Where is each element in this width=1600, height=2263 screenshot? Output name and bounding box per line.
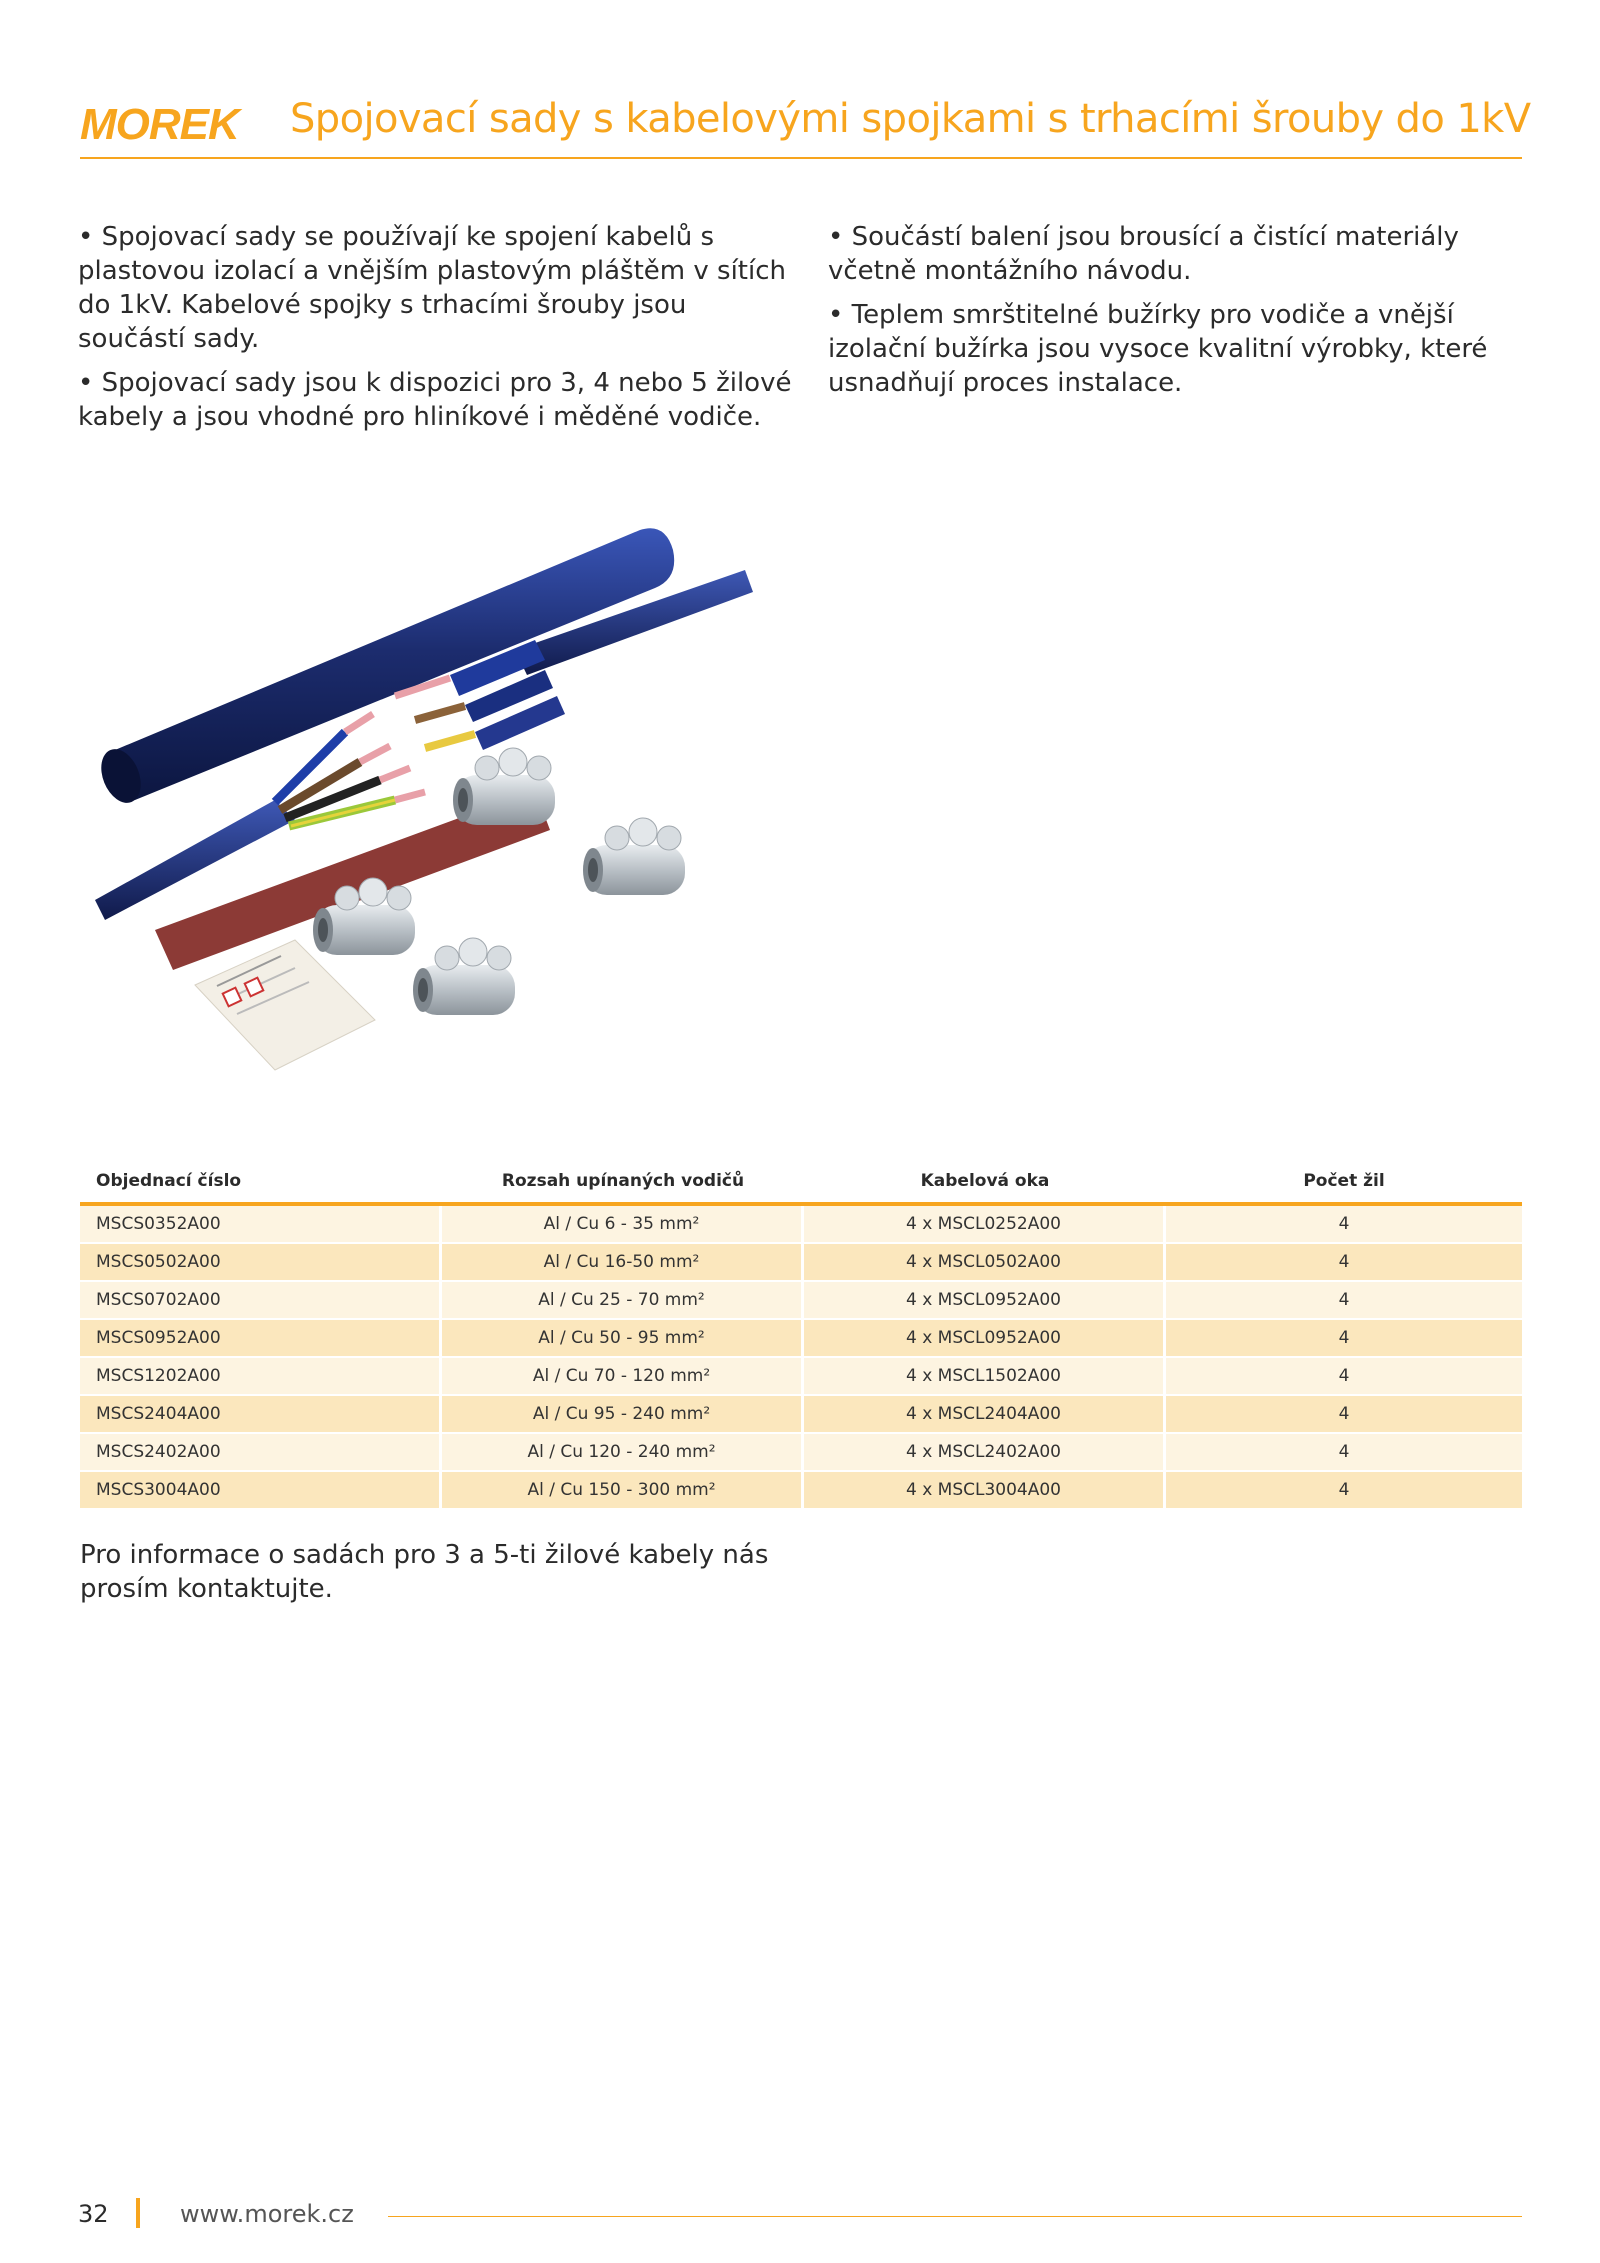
page-number: 32 bbox=[78, 2200, 109, 2228]
table-row bbox=[80, 1206, 1522, 1244]
footer-separator bbox=[136, 2198, 140, 2228]
order-number-cell: MSCS0352A00 bbox=[80, 1206, 442, 1242]
column-header-cable-lugs: Kabelová oka bbox=[920, 1171, 1050, 1191]
table-header-row bbox=[80, 1160, 1522, 1206]
table-row bbox=[80, 1434, 1522, 1472]
core-count-cell: 4 bbox=[1338, 1442, 1350, 1462]
intro-paragraph: • Spojovací sady se používají ke spojení kabelů s plastovou izolací a vnějším plastovým pláštěm v sítích do 1kV. Kabelové spojky s trhacími šrouby jsou součástí sady. bbox=[78, 222, 786, 354]
page-title: Spojovací sady s kabelovými spojkami s trhacími šrouby do 1kV bbox=[290, 96, 1531, 142]
order-number-cell: MSCS0702A00 bbox=[80, 1282, 442, 1318]
conductor-range-cell: Al / Cu 70 - 120 mm² bbox=[442, 1358, 804, 1394]
conductor-range-cell: Al / Cu 95 - 240 mm² bbox=[442, 1396, 804, 1432]
table-row bbox=[80, 1396, 1522, 1434]
conductor-range-cell: Al / Cu 120 - 240 mm² bbox=[442, 1434, 804, 1470]
order-number-cell: MSCS2404A00 bbox=[80, 1396, 442, 1432]
table-row bbox=[80, 1244, 1522, 1282]
cable-lugs-cell: 4 x MSCL0952A00 bbox=[804, 1282, 1166, 1318]
cable-lugs-cell: 4 x MSCL0252A00 bbox=[804, 1206, 1166, 1242]
page-footer bbox=[78, 2196, 1522, 2236]
conductor-range-cell: Al / Cu 150 - 300 mm² bbox=[442, 1472, 804, 1508]
conductor-range-cell: Al / Cu 50 - 95 mm² bbox=[442, 1320, 804, 1356]
core-count-cell: 4 bbox=[1338, 1404, 1350, 1424]
cable-lugs-cell: 4 x MSCL0502A00 bbox=[804, 1244, 1166, 1280]
table-row bbox=[80, 1358, 1522, 1396]
cable-lugs-cell: 4 x MSCL3004A00 bbox=[804, 1472, 1166, 1508]
cable-lugs-cell: 4 x MSCL0952A00 bbox=[804, 1320, 1166, 1356]
core-count-cell: 4 bbox=[1338, 1366, 1350, 1386]
intro-paragraph: • Spojovací sady jsou k dispozici pro 3, 4 nebo 5 žilové kabely a jsou vhodné pro hliníkové i měděné vodiče. bbox=[78, 368, 792, 432]
outer-sleeve bbox=[95, 528, 674, 808]
order-number-cell: MSCS0502A00 bbox=[80, 1244, 442, 1280]
cable-lugs-cell: 4 x MSCL1502A00 bbox=[804, 1358, 1166, 1394]
column-header-conductor-range: Rozsah upínaných vodičů bbox=[501, 1171, 745, 1191]
cable-lugs-cell: 4 x MSCL2404A00 bbox=[804, 1396, 1166, 1432]
core-count-cell: 4 bbox=[1338, 1290, 1350, 1310]
footer-website-link[interactable]: www.morek.cz bbox=[180, 2200, 354, 2228]
brand-logo: MOREK bbox=[80, 100, 239, 149]
conductor-range-cell: Al / Cu 16-50 mm² bbox=[442, 1244, 804, 1280]
product-photo bbox=[95, 500, 785, 1090]
order-number-cell: MSCS0952A00 bbox=[80, 1320, 442, 1356]
product-table bbox=[80, 1160, 1522, 1510]
order-number-cell: MSCS3004A00 bbox=[80, 1472, 442, 1508]
intro-paragraph: • Teplem smrštitelné bužírky pro vodiče a vnější izolační bužírka jsou vysoce kvalitní výrobky, které usnadňují proces instalace. bbox=[828, 300, 1488, 398]
core-count-cell: 4 bbox=[1338, 1214, 1350, 1234]
shear-bolt-connector bbox=[413, 938, 515, 1015]
table-row bbox=[80, 1282, 1522, 1320]
header-divider bbox=[80, 157, 1522, 159]
cable-lugs-cell: 4 x MSCL2402A00 bbox=[804, 1434, 1166, 1470]
column-header-order-number: Objednací číslo bbox=[96, 1171, 242, 1191]
footer-divider bbox=[388, 2216, 1522, 2217]
table-row bbox=[80, 1472, 1522, 1510]
column-header-core-count: Počet žil bbox=[1303, 1171, 1385, 1191]
intro-paragraph: • Součástí balení jsou brousící a čistící materiály včetně montážního návodu. bbox=[828, 222, 1459, 286]
order-number-cell: MSCS2402A00 bbox=[80, 1434, 442, 1470]
intro-right-column bbox=[828, 220, 1518, 410]
core-count-cell: 4 bbox=[1338, 1480, 1350, 1500]
shear-bolt-connector bbox=[453, 748, 555, 825]
order-number-cell: MSCS1202A00 bbox=[80, 1358, 442, 1394]
instruction-leaflet bbox=[195, 940, 375, 1070]
core-count-cell: 4 bbox=[1338, 1252, 1350, 1272]
conductor-range-cell: Al / Cu 6 - 35 mm² bbox=[442, 1206, 804, 1242]
conductor-range-cell: Al / Cu 25 - 70 mm² bbox=[442, 1282, 804, 1318]
core-count-cell: 4 bbox=[1338, 1328, 1350, 1348]
shear-bolt-connector bbox=[583, 818, 685, 895]
intro-left-column bbox=[78, 220, 798, 444]
contact-note: Pro informace o sadách pro 3 a 5-ti žilové kabely nás prosím kontaktujte. bbox=[80, 1540, 769, 1604]
table-row bbox=[80, 1320, 1522, 1358]
page-header bbox=[80, 92, 1531, 160]
